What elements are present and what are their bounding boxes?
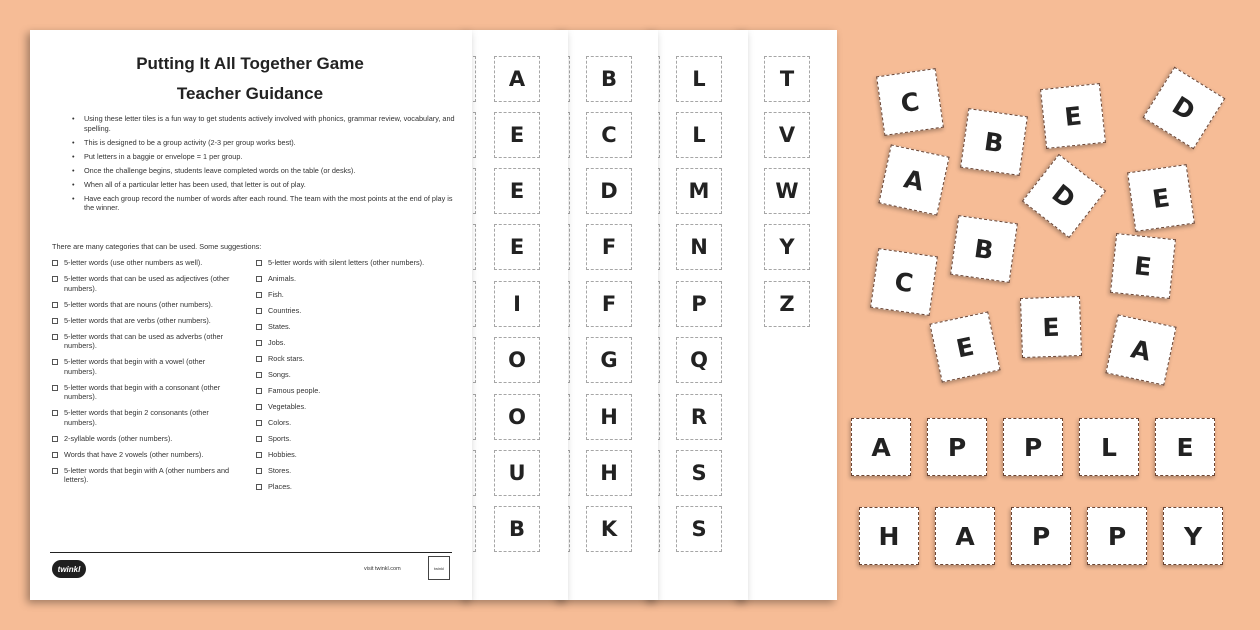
letter-tile: H — [586, 394, 632, 440]
letter-tile: S — [676, 506, 722, 552]
scattered-letter-tile: B — [960, 108, 1028, 176]
scattered-letter-tile: E — [1020, 296, 1082, 358]
tile-column-peek — [560, 30, 658, 600]
letter-tile: R — [676, 394, 722, 440]
scattered-letter-tile: E — [1040, 83, 1106, 149]
category-item: 5-letter words that are nouns (other numbers). — [52, 300, 234, 310]
word-letter-tile: A — [851, 418, 911, 476]
letter-tile: A — [494, 56, 540, 102]
quality-badge: twinkl — [428, 556, 450, 580]
letter-tile: F — [586, 281, 632, 327]
letter-tile: S — [676, 450, 722, 496]
letter-tile: M — [676, 168, 722, 214]
categories-left-list — [52, 258, 234, 491]
categories-intro: There are many categories that can be used. Some suggestions: — [52, 242, 262, 251]
scattered-letter-tile: E — [1127, 164, 1195, 232]
category-item: Hobbies. — [256, 450, 456, 460]
letter-tile: N — [676, 224, 722, 270]
category-item: Famous people. — [256, 386, 456, 396]
letter-tile: K — [586, 506, 632, 552]
scattered-letter-tile: D — [1022, 154, 1106, 238]
category-item: Colors. — [256, 418, 456, 428]
letter-tile: E — [494, 224, 540, 270]
category-item: 5-letter words that can be used as adjectives (other numbers). — [52, 274, 234, 293]
word-letter-tile: P — [1003, 418, 1063, 476]
category-item: Jobs. — [256, 338, 456, 348]
letter-tile: E — [494, 168, 540, 214]
tile-sheet-2 — [560, 30, 658, 600]
word-letter-tile: A — [935, 507, 995, 565]
letter-tile: Y — [764, 224, 810, 270]
category-item: 5-letter words with silent letters (other numbers). — [256, 258, 456, 268]
category-item: Sports. — [256, 434, 456, 444]
letter-tile: V — [764, 112, 810, 158]
letter-tile: G — [586, 337, 632, 383]
tile-sheet-3 — [650, 30, 748, 600]
scattered-letter-tile: A — [1105, 314, 1176, 385]
letter-tile: C — [586, 112, 632, 158]
category-item: Countries. — [256, 306, 456, 316]
word-letter-tile: H — [859, 507, 919, 565]
scattered-letter-tile: B — [950, 215, 1018, 283]
scattered-letter-tile: E — [929, 311, 1000, 382]
category-item: 5-letter words that begin 2 consonants (other numbers). — [52, 408, 234, 427]
tile-sheet-4 — [740, 30, 837, 600]
scattered-letter-tile: C — [870, 248, 938, 316]
guide-title: Putting It All Together Game — [136, 54, 364, 73]
guide-subtitle: Teacher Guidance — [176, 84, 324, 103]
category-item: Animals. — [256, 274, 456, 284]
letter-tile: Q — [676, 337, 722, 383]
guidance-bullet: • Using these letter tiles is a fun way to get students actively involved with phonics, grammar review, vocabulary, and spelling. — [72, 114, 464, 133]
word-letter-tile: L — [1079, 418, 1139, 476]
letter-tile: O — [494, 337, 540, 383]
tile-column-peek — [466, 30, 568, 600]
scattered-letter-tile: D — [1143, 67, 1226, 150]
category-item: 2-syllable words (other numbers). — [52, 434, 234, 444]
letter-tile: B — [494, 506, 540, 552]
word-letter-tile: Y — [1163, 507, 1223, 565]
categories-right-list — [256, 258, 456, 498]
letter-tile: F — [586, 224, 632, 270]
category-item: 5-letter words (use other numbers as well). — [52, 258, 234, 268]
tile-column-peek — [650, 30, 748, 600]
teacher-guidance-sheet — [30, 30, 472, 600]
letter-tile: T — [764, 56, 810, 102]
guidance-bullet: • Once the challenge begins, students leave completed words on the table (or desks). — [72, 166, 464, 176]
category-item: States. — [256, 322, 456, 332]
category-item: Vegetables. — [256, 402, 456, 412]
letter-tile: E — [494, 112, 540, 158]
letter-tile: Z — [764, 281, 810, 327]
guidance-bullet: • Put letters in a baggie or envelope = 1 per group. — [72, 152, 464, 162]
category-item: 5-letter words that can be used as adverbs (other numbers). — [52, 332, 234, 351]
category-item: Rock stars. — [256, 354, 456, 364]
letter-tile: L — [676, 56, 722, 102]
word-letter-tile: E — [1155, 418, 1215, 476]
guidance-bullet: • Have each group record the number of words after each round. The team with the most points at the end of play is the winner. — [72, 194, 464, 213]
word-letter-tile: P — [1011, 507, 1071, 565]
letter-tile: I — [494, 281, 540, 327]
category-item: Stores. — [256, 466, 456, 476]
tile-column — [740, 30, 837, 600]
category-item: Fish. — [256, 290, 456, 300]
letter-tile: O — [494, 394, 540, 440]
category-item: 5-letter words that begin with a vowel (other numbers). — [52, 357, 234, 376]
category-item: Words that have 2 vowels (other numbers). — [52, 450, 234, 460]
scattered-letter-tile: C — [876, 68, 944, 136]
category-item: 5-letter words that are verbs (other numbers). — [52, 316, 234, 326]
letter-tile: P — [676, 281, 722, 327]
scattered-letter-tile: A — [878, 144, 949, 215]
letter-tile: W — [764, 168, 810, 214]
guidance-bullet: • This is designed to be a group activity (2-3 per group works best). — [72, 138, 464, 148]
letter-tile: B — [586, 56, 632, 102]
word-letter-tile: P — [927, 418, 987, 476]
guidance-bullets — [72, 114, 464, 217]
footer-divider — [50, 552, 452, 553]
footer-url: visit twinkl.com — [364, 566, 401, 572]
letter-tile: H — [586, 450, 632, 496]
category-item: 5-letter words that begin with A (other numbers and letters). — [52, 466, 234, 485]
word-letter-tile: P — [1087, 507, 1147, 565]
tile-sheet-1 — [466, 30, 568, 600]
guidance-bullet: • When all of a particular letter has been used, that letter is out of play. — [72, 180, 464, 190]
letter-tile: D — [586, 168, 632, 214]
category-item: Places. — [256, 482, 456, 492]
letter-tile: L — [676, 112, 722, 158]
twinkl-logo: twinkl — [52, 560, 86, 578]
letter-tile: U — [494, 450, 540, 496]
scattered-letter-tile: E — [1110, 233, 1176, 299]
category-item: 5-letter words that begin with a consonant (other numbers). — [52, 383, 234, 402]
category-item: Songs. — [256, 370, 456, 380]
